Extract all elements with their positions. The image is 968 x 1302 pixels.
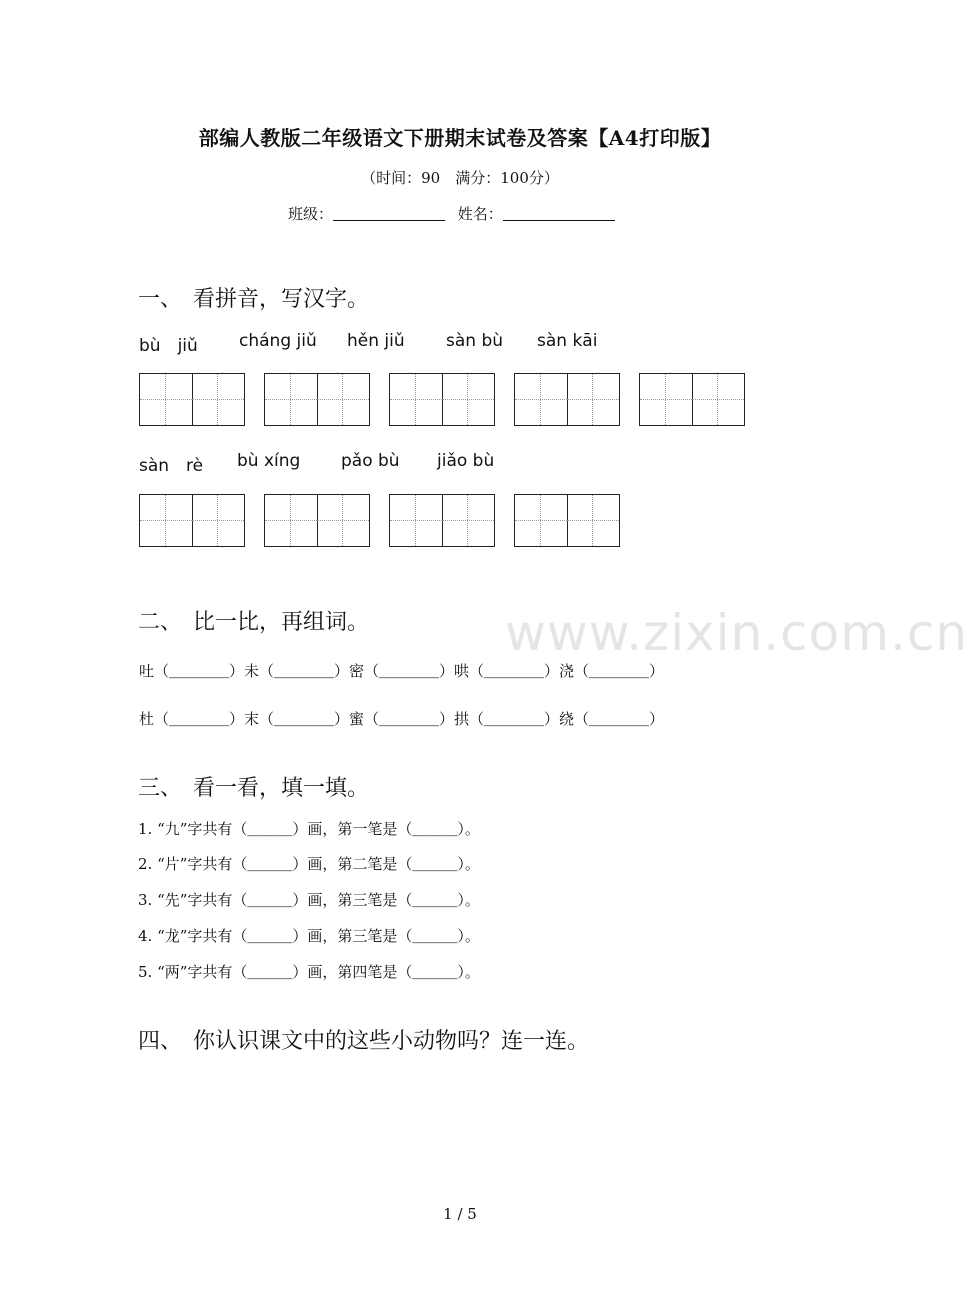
compare-line-2[interactable]: 杜（＿＿＿＿）末（＿＿＿＿）蜜（＿＿＿＿）拱（＿＿＿＿）绕（＿＿＿＿） <box>139 710 665 728</box>
writing-grid[interactable] <box>139 373 245 426</box>
pinyin-label: sàn bù <box>446 331 504 351</box>
class-name-line <box>288 203 615 224</box>
stroke-question[interactable]: 1. “九”字共有（＿＿＿）画，第一笔是（＿＿＿）。 <box>138 820 480 838</box>
section2-heading: 二、 比一比，再组词。 <box>138 610 370 635</box>
pinyin-label: cháng jiǔ <box>239 331 317 351</box>
pinyin-row-1 <box>0 331 920 355</box>
exam-subtitle: （时间：90 满分：100分） <box>361 169 559 187</box>
pinyin-label: bù xíng <box>237 451 301 471</box>
stroke-question[interactable]: 5. “两”字共有（＿＿＿）画，第四笔是（＿＿＿）。 <box>138 963 480 981</box>
pinyin-label: jiǎo bù <box>437 451 495 471</box>
pinyin-label: sàn kāi <box>537 331 598 351</box>
pinyin-label: bù jiǔ <box>139 336 198 356</box>
writing-grid[interactable] <box>514 494 620 547</box>
writing-grid[interactable] <box>389 494 495 547</box>
stroke-question[interactable]: 4. “龙”字共有（＿＿＿）画，第三笔是（＿＿＿）。 <box>138 927 480 945</box>
class-blank <box>333 206 445 221</box>
name-label: 姓名： <box>457 205 503 223</box>
document-title: 部编人教版二年级语文下册期末试卷及答案【A4打印版】 <box>198 126 722 150</box>
writing-grid[interactable] <box>139 494 245 547</box>
pinyin-label: pǎo bù <box>341 451 400 471</box>
class-label: 班级： <box>288 205 334 223</box>
name-blank <box>503 206 615 221</box>
writing-grid[interactable] <box>264 373 370 426</box>
writing-grid[interactable] <box>264 494 370 547</box>
writing-grid[interactable] <box>389 373 495 426</box>
compare-line-1[interactable]: 吐（＿＿＿＿）未（＿＿＿＿）密（＿＿＿＿）哄（＿＿＿＿）浇（＿＿＿＿） <box>139 662 665 680</box>
writing-grid[interactable] <box>639 373 745 426</box>
pinyin-label: hěn jiǔ <box>347 331 405 351</box>
section1-heading: 一、 看拼音，写汉字。 <box>138 287 370 312</box>
pinyin-label: sàn rè <box>139 456 204 476</box>
section4-heading: 四、 你认识课文中的这些小动物吗？连一连。 <box>138 1029 590 1054</box>
writing-grid[interactable] <box>514 373 620 426</box>
stroke-question[interactable]: 2. “片”字共有（＿＿＿）画，第二笔是（＿＿＿）。 <box>138 855 480 873</box>
page-number: 1 / 5 <box>443 1205 477 1223</box>
section3-heading: 三、 看一看，填一填。 <box>138 776 370 801</box>
watermark: www.zixin.com.cn <box>505 604 968 662</box>
pinyin-row-2 <box>0 451 920 475</box>
stroke-question[interactable]: 3. “先”字共有（＿＿＿）画，第三笔是（＿＿＿）。 <box>138 891 480 909</box>
